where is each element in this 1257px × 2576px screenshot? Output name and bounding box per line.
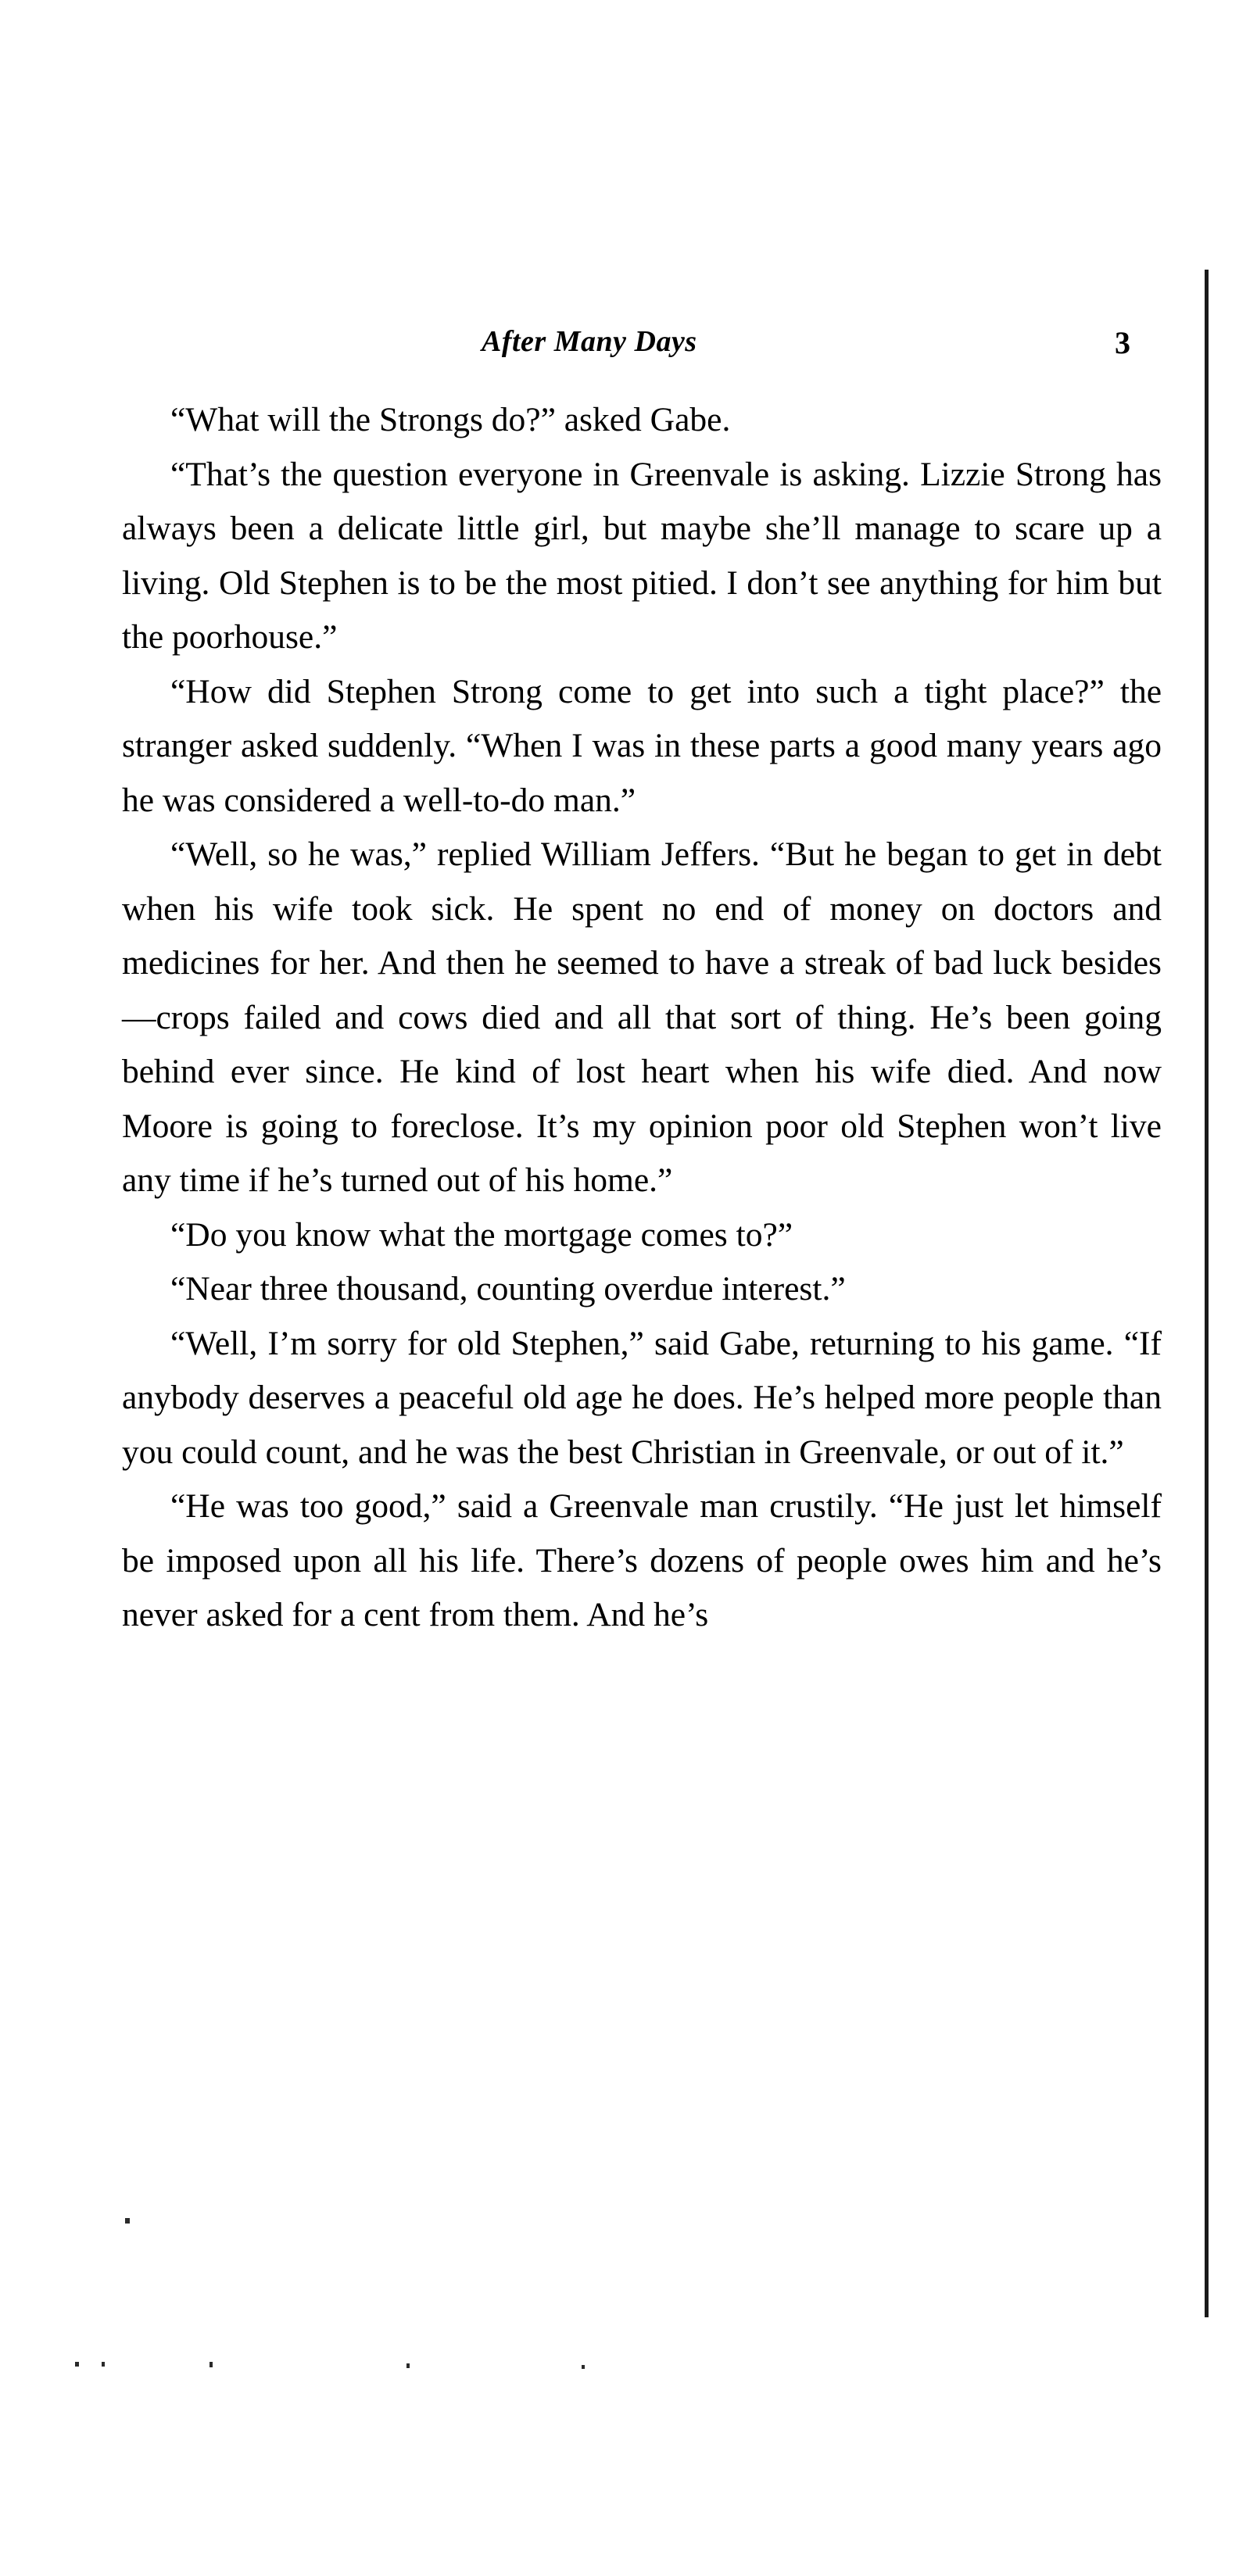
running-head-title: After Many Days [482, 325, 697, 358]
scan-speck [582, 2365, 585, 2369]
body-text [122, 393, 1162, 1643]
paragraph: “Well, I’m sorry for old Stephen,” said Gabe, returning to his game. “If anybody deserves a peaceful old age he does. He’s helped more people than you could count, and he was the best Christian in Greenvale, or out of it.” [122, 1324, 1162, 1471]
page-edge-shadow [1205, 270, 1209, 2317]
paragraph: “What will the Strongs do?” asked Gabe. [170, 401, 731, 438]
paragraph: “Do you know what the mortgage comes to?” [170, 1215, 793, 1254]
scan-speck [75, 2362, 79, 2367]
scan-speck [102, 2362, 105, 2367]
paragraph: “Near three thousand, counting overdue interest.” [170, 1270, 846, 1308]
paragraph: “How did Stephen Strong come to get into such a tight place?” the stranger asked suddenly. “When I was in these parts a good many years ago he was considered a well-to-do man.” [122, 672, 1162, 819]
page-content [122, 324, 1162, 1643]
scan-speck [406, 2363, 410, 2368]
running-head [122, 324, 1162, 370]
paragraph: “He was too good,” said a Greenvale man crustily. “He just let himself be imposed upon all his life. There’s dozens of people owes him and he’s never asked for a cent from them. And he’s [122, 1487, 1162, 1633]
scan-speck [210, 2362, 213, 2367]
paragraph: “That’s the question everyone in Greenvale is asking. Lizzie Strong has always been a delicate little girl, but maybe she’ll manage to scare up a living. Old Stephen is to be the most pitied. I don’t see anything for him but the poorhouse.” [122, 455, 1162, 656]
page-number: 3 [1115, 325, 1130, 360]
paragraph: “Well, so he was,” replied William Jeffers. “But he began to get in debt when his wife took sick. He spent no end of money on doctors and medicines for her. And then he seemed to have a streak of bad luck besides—crops failed and cows died and all that sort of thing. He’s been going behind ever since. He kind of lost heart when his wife died. And now Moore is going to foreclose. It’s my opinion poor old Stephen won’t live any time if he’s turned out of his home.” [122, 835, 1162, 1199]
scan-speck [125, 2218, 130, 2224]
